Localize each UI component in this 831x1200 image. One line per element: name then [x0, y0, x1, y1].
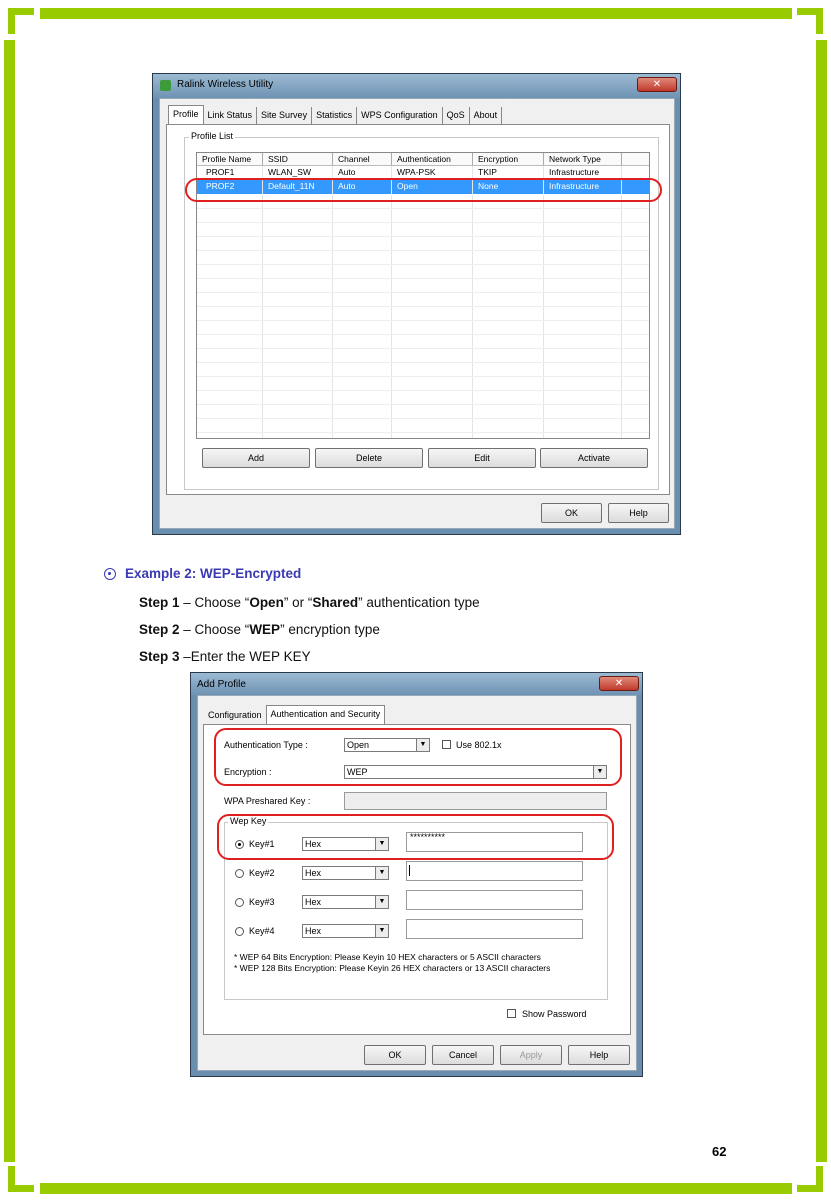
step-label: Step 1	[139, 595, 180, 610]
column-header[interactable]: Profile Name	[197, 153, 263, 165]
key4-format-value: Hex	[305, 926, 322, 936]
table-cell: None	[473, 180, 544, 194]
wep-128-note: * WEP 128 Bits Encryption: Please Keyin 26 HEX characters or 13 ASCII characters	[234, 963, 551, 973]
apply-button[interactable]: Apply	[500, 1045, 562, 1065]
tab-qos[interactable]: QoS	[443, 107, 470, 125]
column-header[interactable]: Channel	[333, 153, 392, 165]
app-icon	[160, 80, 171, 91]
table-cell: TKIP	[473, 166, 544, 180]
table-cell: PROF1	[197, 166, 263, 180]
add-button[interactable]: Add	[202, 448, 310, 468]
step-emphasis: Shared	[312, 595, 359, 610]
key1-format-value: Hex	[305, 839, 322, 849]
encryption-value: WEP	[347, 767, 368, 777]
window-body	[159, 98, 675, 529]
step-2	[139, 622, 380, 637]
chevron-down-icon: ▼	[375, 867, 388, 879]
show-password-label: Show Password	[522, 1009, 587, 1019]
page-corner	[797, 1166, 823, 1192]
chevron-down-icon: ▼	[416, 739, 429, 751]
table-cell: Auto	[333, 166, 392, 180]
title-bar	[153, 74, 680, 98]
page-border-bottom	[40, 1183, 792, 1194]
page-corner	[8, 8, 34, 34]
auth-type-value: Open	[347, 740, 370, 750]
close-icon[interactable]: ✕	[637, 77, 677, 92]
ralink-utility-window	[152, 73, 681, 535]
window-title: Add Profile	[197, 679, 246, 690]
page-corner	[797, 8, 823, 34]
step-1	[139, 595, 480, 610]
page-border-right	[816, 40, 827, 1162]
column-header[interactable]: SSID	[263, 153, 333, 165]
key4-label: Key#4	[249, 926, 275, 936]
profile-list-label: Profile List	[191, 131, 234, 141]
tab-bar	[168, 107, 502, 125]
key2-format-value: Hex	[305, 868, 322, 878]
column-header[interactable]: Authentication	[392, 153, 473, 165]
text-cursor	[409, 865, 410, 876]
tab-about[interactable]: About	[470, 107, 503, 125]
wpa-preshared-key-label: WPA Preshared Key :	[224, 796, 311, 806]
help-button[interactable]: Help	[568, 1045, 630, 1065]
tab-authentication-security[interactable]: Authentication and Security	[266, 705, 386, 726]
key3-format-value: Hex	[305, 897, 322, 907]
table-header	[197, 153, 649, 166]
page-number: 62	[712, 1144, 727, 1159]
step-label: Step 3	[139, 649, 180, 664]
key2-format-select[interactable]	[302, 866, 389, 880]
wep-key-label: Wep Key	[230, 816, 267, 826]
key4-input[interactable]	[406, 919, 583, 939]
key1-label: Key#1	[249, 839, 275, 849]
highlight-box	[214, 728, 622, 786]
section-heading: Example 2: WEP-Encrypted	[125, 566, 302, 581]
activate-button[interactable]: Activate	[540, 448, 648, 468]
chevron-down-icon: ▼	[375, 838, 388, 850]
highlight-box	[185, 178, 662, 202]
step-emphasis: WEP	[249, 622, 281, 637]
step-text: ” authentication type	[358, 595, 480, 610]
key1-input[interactable]: **********	[406, 832, 583, 852]
table-cell: Open	[392, 180, 473, 194]
page-border-top	[40, 8, 792, 19]
tab-statistics[interactable]: Statistics	[312, 107, 357, 125]
key4-radio[interactable]	[235, 927, 244, 936]
tab-bar	[204, 707, 385, 725]
show-password-checkbox[interactable]	[507, 1009, 516, 1018]
tab-link-status[interactable]: Link Status	[204, 107, 258, 125]
encryption-label: Encryption :	[224, 767, 272, 777]
page-border-left	[4, 40, 15, 1162]
tab-site-survey[interactable]: Site Survey	[257, 107, 312, 125]
edit-button[interactable]: Edit	[428, 448, 536, 468]
bullet-icon	[104, 568, 116, 580]
delete-button[interactable]: Delete	[315, 448, 423, 468]
cancel-button[interactable]: Cancel	[432, 1045, 494, 1065]
key4-format-select[interactable]	[302, 924, 389, 938]
tab-profile[interactable]: Profile	[168, 105, 204, 126]
table-cell: Auto	[333, 180, 392, 194]
step-3	[139, 649, 311, 664]
wpa-preshared-key-input[interactable]	[344, 792, 607, 810]
step-text: ” or “	[283, 595, 313, 610]
auth-type-label: Authentication Type :	[224, 740, 308, 750]
step-text: ” encryption type	[280, 622, 380, 637]
step-text: –Enter the WEP KEY	[179, 649, 311, 664]
page-corner	[8, 1166, 34, 1192]
ok-button[interactable]: OK	[364, 1045, 426, 1065]
chevron-down-icon: ▼	[375, 925, 388, 937]
step-text: – Choose “	[179, 622, 250, 637]
highlight-box	[217, 814, 614, 860]
key2-radio[interactable]	[235, 869, 244, 878]
table-cell: PROF2	[197, 180, 263, 194]
title-bar	[191, 673, 642, 695]
step-label: Step 2	[139, 622, 180, 637]
column-header[interactable]: Encryption	[473, 153, 544, 165]
table-cell: Default_11N	[263, 180, 333, 194]
key3-format-select[interactable]	[302, 895, 389, 909]
key3-label: Key#3	[249, 897, 275, 907]
chevron-down-icon: ▼	[593, 766, 606, 778]
tab-configuration[interactable]: Configuration	[208, 710, 262, 720]
step-text: – Choose “	[179, 595, 250, 610]
step-emphasis: Open	[249, 595, 284, 610]
table-cell: Infrastructure	[544, 180, 622, 194]
key2-label: Key#2	[249, 868, 275, 878]
table-empty-area	[197, 195, 649, 439]
table-cell: WPA-PSK	[392, 166, 473, 180]
tab-wps-configuration[interactable]: WPS Configuration	[357, 107, 443, 125]
help-button[interactable]: Help	[608, 503, 669, 523]
column-header[interactable]: Network Type	[544, 153, 622, 165]
key3-input[interactable]	[406, 890, 583, 910]
use-8021x-label: Use 802.1x	[456, 740, 502, 750]
table-cell: WLAN_SW	[263, 166, 333, 180]
close-icon[interactable]: ✕	[599, 676, 639, 691]
key3-radio[interactable]	[235, 898, 244, 907]
ok-button[interactable]: OK	[541, 503, 602, 523]
chevron-down-icon: ▼	[375, 896, 388, 908]
wep-64-note: * WEP 64 Bits Encryption: Please Keyin 10 HEX characters or 5 ASCII characters	[234, 952, 541, 962]
table-cell: Infrastructure	[544, 166, 622, 180]
key2-input[interactable]	[406, 861, 583, 881]
window-title: Ralink Wireless Utility	[177, 79, 274, 90]
